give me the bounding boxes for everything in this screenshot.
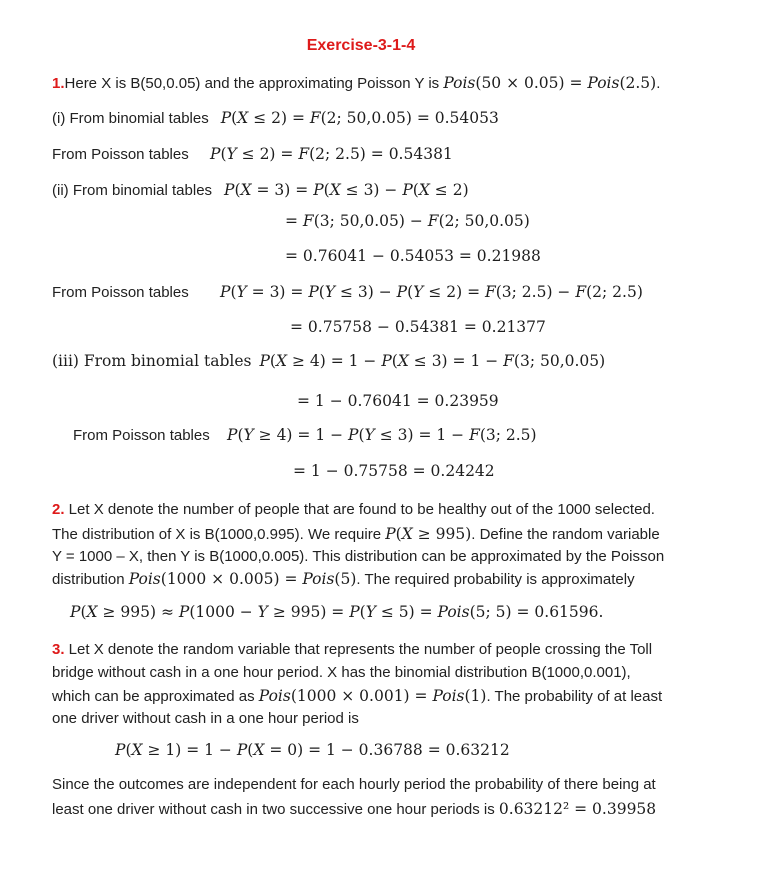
- problem-2-text-2b: . Define the random variable: [471, 526, 660, 543]
- problem-2-equation: P(X ≥ 995) ≈ P(1000 − Y ≥ 995) = P(Y ≤ 5) = Pois(5; 5) = 0.61596.: [70, 603, 604, 621]
- part-i-poisson-math: P(Y ≤ 2) = F(2; 2.5) = 0.54381: [210, 145, 453, 163]
- part-iii-binomial-line: [52, 350, 605, 373]
- part-iii-eq-step2: = 1 − 0.76041 = 0.23959: [297, 392, 499, 410]
- problem-2-line-3: Y = 1000 – X, then Y is B(1000,0.005). This distribution can be approximated by the Poisson: [52, 548, 665, 565]
- part-ii-binomial-line: [52, 179, 469, 202]
- problem-3-text-3b: . The probability of at least: [486, 688, 663, 705]
- part-i-binomial-math: P(X ≤ 2) = F(2; 50,0.05) = 0.54053: [220, 109, 499, 127]
- part-ii-poisson-label: From Poisson tables: [52, 284, 189, 301]
- closing-text-2: least one driver without cash in two successive one hour periods is: [52, 801, 499, 818]
- problem-2-text-1: Let X denote the number of people that are found to be healthy out of the 1000 selected.: [64, 501, 655, 518]
- poisson-approximation-math: Pois(50 × 0.05) = Pois(2.5): [443, 74, 657, 92]
- problem-1-intro-period: .: [656, 75, 661, 92]
- part-ii-poisson-math: P(Y = 3) = P(Y ≤ 3) − P(Y ≤ 2) = F(3; 2.5) − F(2; 2.5): [220, 283, 643, 301]
- part-i-binomial-line: [52, 107, 499, 130]
- part-i-poisson-label: From Poisson tables: [52, 146, 189, 163]
- part-i-poisson-line: [52, 143, 453, 166]
- part-ii-eq-step5: = 0.75758 − 0.54381 = 0.21377: [290, 318, 546, 336]
- problem-2-text-4b: . The required probability is approximately: [356, 571, 635, 588]
- problem-3-line-4: one driver without cash in a one hour period is: [52, 710, 359, 727]
- problem-3-line-3: [52, 685, 662, 708]
- part-iii-eq-step4: = 1 − 0.75758 = 0.24242: [293, 462, 495, 480]
- part-ii-binomial-label: (ii) From binomial tables: [52, 182, 213, 199]
- closing-line-1: Since the outcomes are independent for each hourly period the probability of there being at: [52, 776, 656, 793]
- part-ii-poisson-line: [52, 281, 643, 304]
- closing-line-2: [52, 798, 656, 821]
- part-iii-poisson-label: From Poisson tables: [73, 427, 210, 444]
- problem-2-inline-math-1: P(X ≥ 995): [385, 525, 472, 543]
- closing-inline-math: 0.63212² = 0.39958: [498, 800, 657, 818]
- problem-3-equation: P(X ≥ 1) = 1 − P(X = 0) = 1 − 0.36788 = 0.63212: [115, 741, 510, 759]
- problem-3-line-2: bridge without cash in a one hour period. X has the binomial distribution B(1000,0.001),: [52, 664, 631, 681]
- part-ii-eq-step2: = F(3; 50,0.05) − F(2; 50,0.05): [285, 212, 530, 230]
- part-iii-poisson-math: P(Y ≥ 4) = 1 − P(Y ≤ 3) = 1 − F(3; 2.5): [227, 426, 537, 444]
- problem-1-intro-line: [52, 72, 660, 95]
- part-iii-binomial-math: P(X ≥ 4) = 1 − P(X ≤ 3) = 1 − F(3; 50,0.05): [259, 352, 606, 370]
- part-i-binomial-label: (i) From binomial tables: [52, 110, 209, 127]
- exercise-title: Exercise-3-1-4: [306, 37, 416, 54]
- problem-2-line-2: [52, 523, 660, 546]
- problem-1-intro-text: Here X is B(50,0.05) and the approximating Poisson Y is: [64, 75, 444, 92]
- part-ii-eq-step3: = 0.76041 − 0.54053 = 0.21988: [285, 247, 541, 265]
- problem-3-text-3a: which can be approximated as: [52, 688, 259, 705]
- problem-3-number: 3.: [52, 641, 65, 658]
- problem-3-inline-math: Pois(1000 × 0.001) = Pois(1): [258, 687, 487, 705]
- problem-2-text-4a: distribution: [52, 571, 129, 588]
- problem-1-number: 1.: [52, 75, 65, 92]
- part-iii-poisson-line: [73, 424, 537, 447]
- part-ii-binomial-math: P(X = 3) = P(X ≤ 3) − P(X ≤ 2): [224, 181, 469, 199]
- problem-3-text-1: Let X denote the random variable that represents the number of people crossing the Toll: [64, 641, 653, 658]
- problem-3-line-1: [52, 639, 652, 661]
- problem-2-number: 2.: [52, 501, 65, 518]
- part-iii-binomial-label: (iii) From binomial tables: [52, 352, 252, 370]
- problem-2-line-1: [52, 499, 655, 521]
- problem-2-text-2a: The distribution of X is B(1000,0.995). We require: [52, 526, 386, 543]
- problem-2-inline-math-2: Pois(1000 × 0.005) = Pois(5): [128, 570, 357, 588]
- problem-2-line-4: [52, 568, 635, 591]
